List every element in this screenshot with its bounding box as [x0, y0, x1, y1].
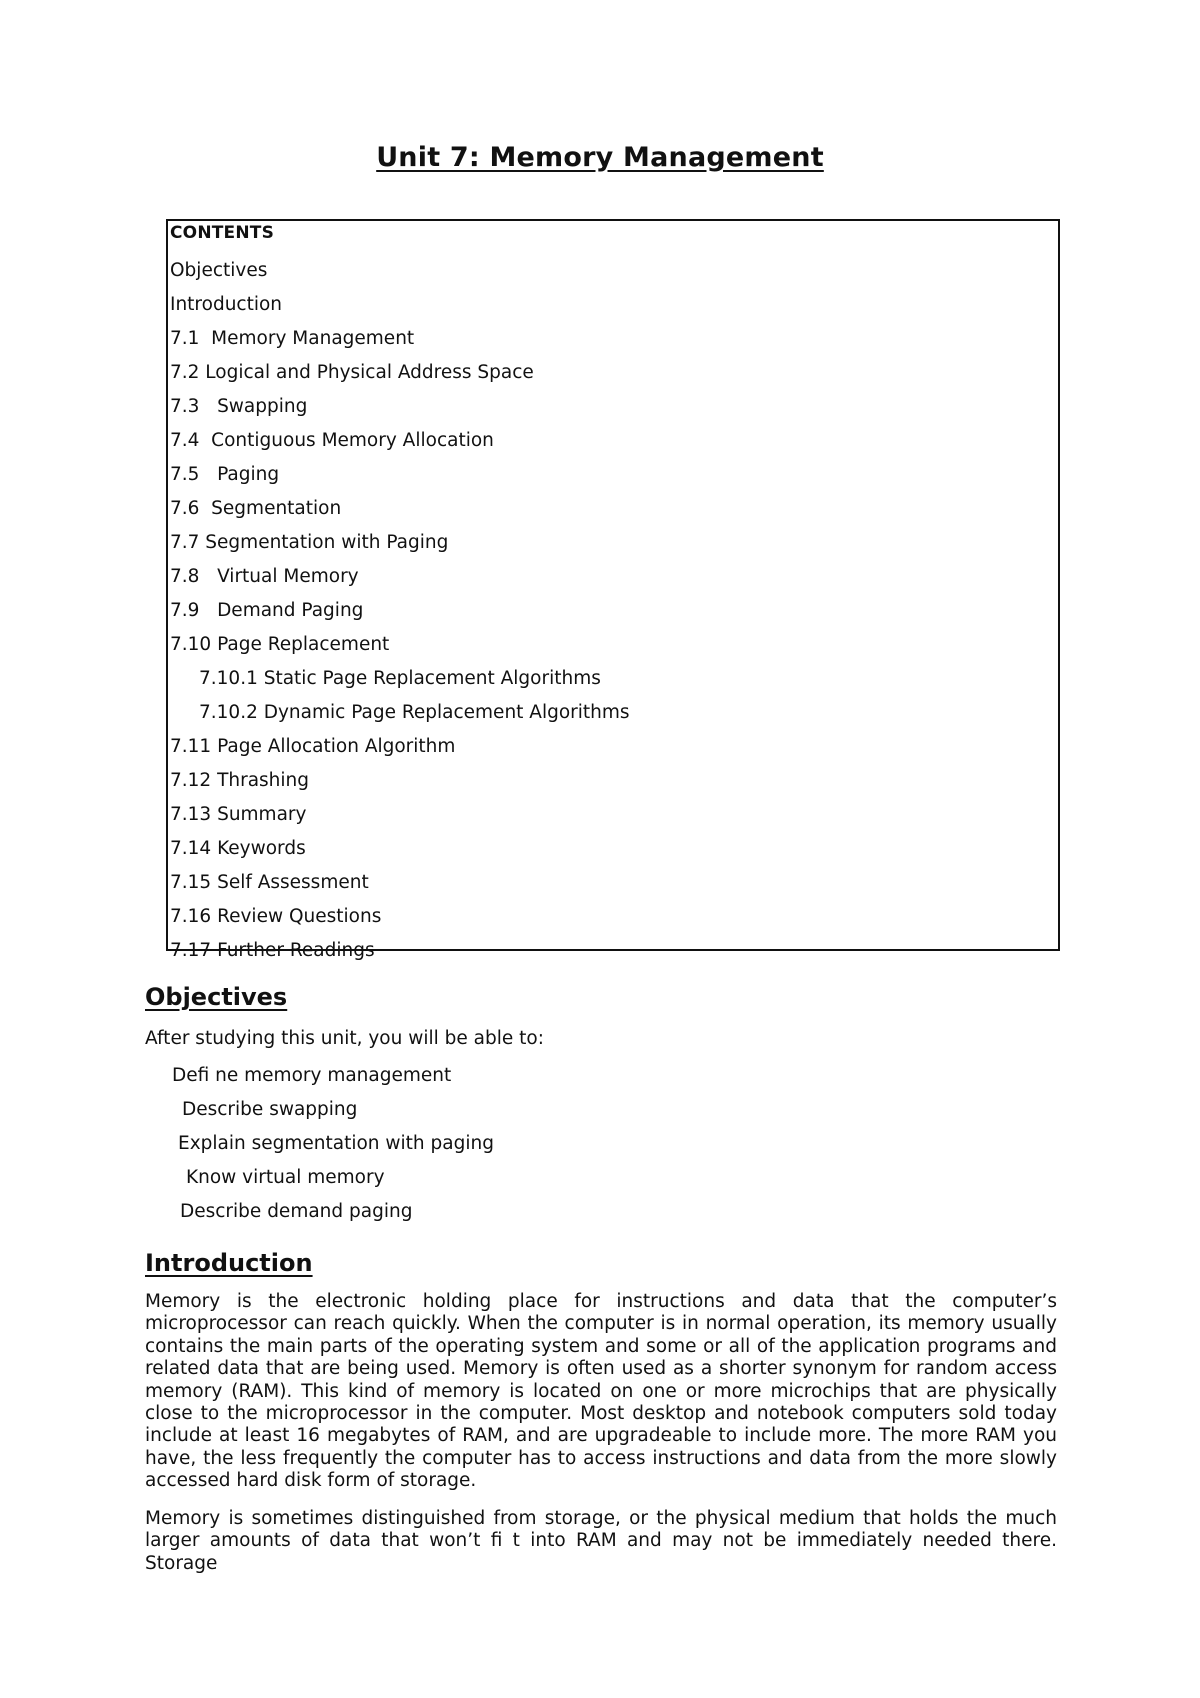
objective-item: Defi ne memory management	[172, 1065, 452, 1086]
contents-subitem: 7.10.2 Dynamic Page Replacement Algorithms	[199, 702, 630, 723]
contents-box	[166, 219, 1060, 961]
contents-item: 7.10 Page Replacement	[170, 634, 390, 655]
contents-item: 7.9 Demand Paging	[170, 600, 364, 621]
contents-subitem: 7.10.1 Static Page Replacement Algorithms	[199, 668, 601, 689]
contents-item: 7.15 Self Assessment	[170, 872, 369, 893]
page-title: Unit 7: Memory Management	[376, 142, 824, 173]
contents-item: 7.4 Contiguous Memory Allocation	[170, 430, 494, 451]
contents-item: 7.12 Thrashing	[170, 770, 310, 791]
contents-item: 7.11 Page Allocation Algorithm	[170, 736, 456, 757]
contents-item: 7.8 Virtual Memory	[170, 566, 359, 587]
objective-item: Explain segmentation with paging	[178, 1133, 494, 1154]
contents-heading: CONTENTS	[170, 223, 275, 243]
contents-item: 7.5 Paging	[170, 464, 280, 485]
introduction-paragraph: Memory is sometimes distinguished from storage, or the physical medium that holds the much larger amounts of data that won’t fi t into RAM and may not be immediately needed there. Storage	[145, 1508, 1057, 1574]
contents-item: Introduction	[170, 294, 283, 315]
introduction-heading: Introduction	[145, 1249, 313, 1277]
contents-item: 7.7 Segmentation with Paging	[170, 532, 449, 553]
contents-item: 7.17 Further Readings	[170, 940, 375, 961]
contents-list	[170, 254, 1058, 968]
introduction-paragraph: Memory is the electronic holding place for instructions and data that the computer’s microprocessor can reach quickly. When the computer is in normal operation, its memory usually contains the main parts of the operating system and some or all of the application programs and related data that are being used. Memory is often used as a shorter synonym for random access memory (RAM). This kind of memory is located on one or more microchips that are physically close to the microprocessor in the computer. Most desktop and notebook computers sold today include at least 16 megabytes of RAM, and are upgradeable to include more. The more RAM you have, the less frequently the computer has to access instructions and data from the more slowly accessed hard disk form of storage.	[145, 1291, 1057, 1492]
contents-item: 7.2 Logical and Physical Address Space	[170, 362, 534, 383]
contents-item: 7.1 Memory Management	[170, 328, 415, 349]
objectives-heading: Objectives	[145, 983, 288, 1011]
contents-item: 7.6 Segmentation	[170, 498, 342, 519]
objectives-list	[0, 1059, 494, 1229]
objective-item: Know virtual memory	[186, 1167, 385, 1188]
contents-item: Objectives	[170, 260, 268, 281]
objectives-lead: After studying this unit, you will be able to:	[145, 1028, 544, 1049]
objective-item: Describe swapping	[182, 1099, 358, 1120]
contents-item: 7.13 Summary	[170, 804, 307, 825]
contents-item: 7.3 Swapping	[170, 396, 308, 417]
objective-item: Describe demand paging	[180, 1201, 413, 1222]
contents-item: 7.14 Keywords	[170, 838, 306, 859]
contents-item: 7.16 Review Questions	[170, 906, 382, 927]
